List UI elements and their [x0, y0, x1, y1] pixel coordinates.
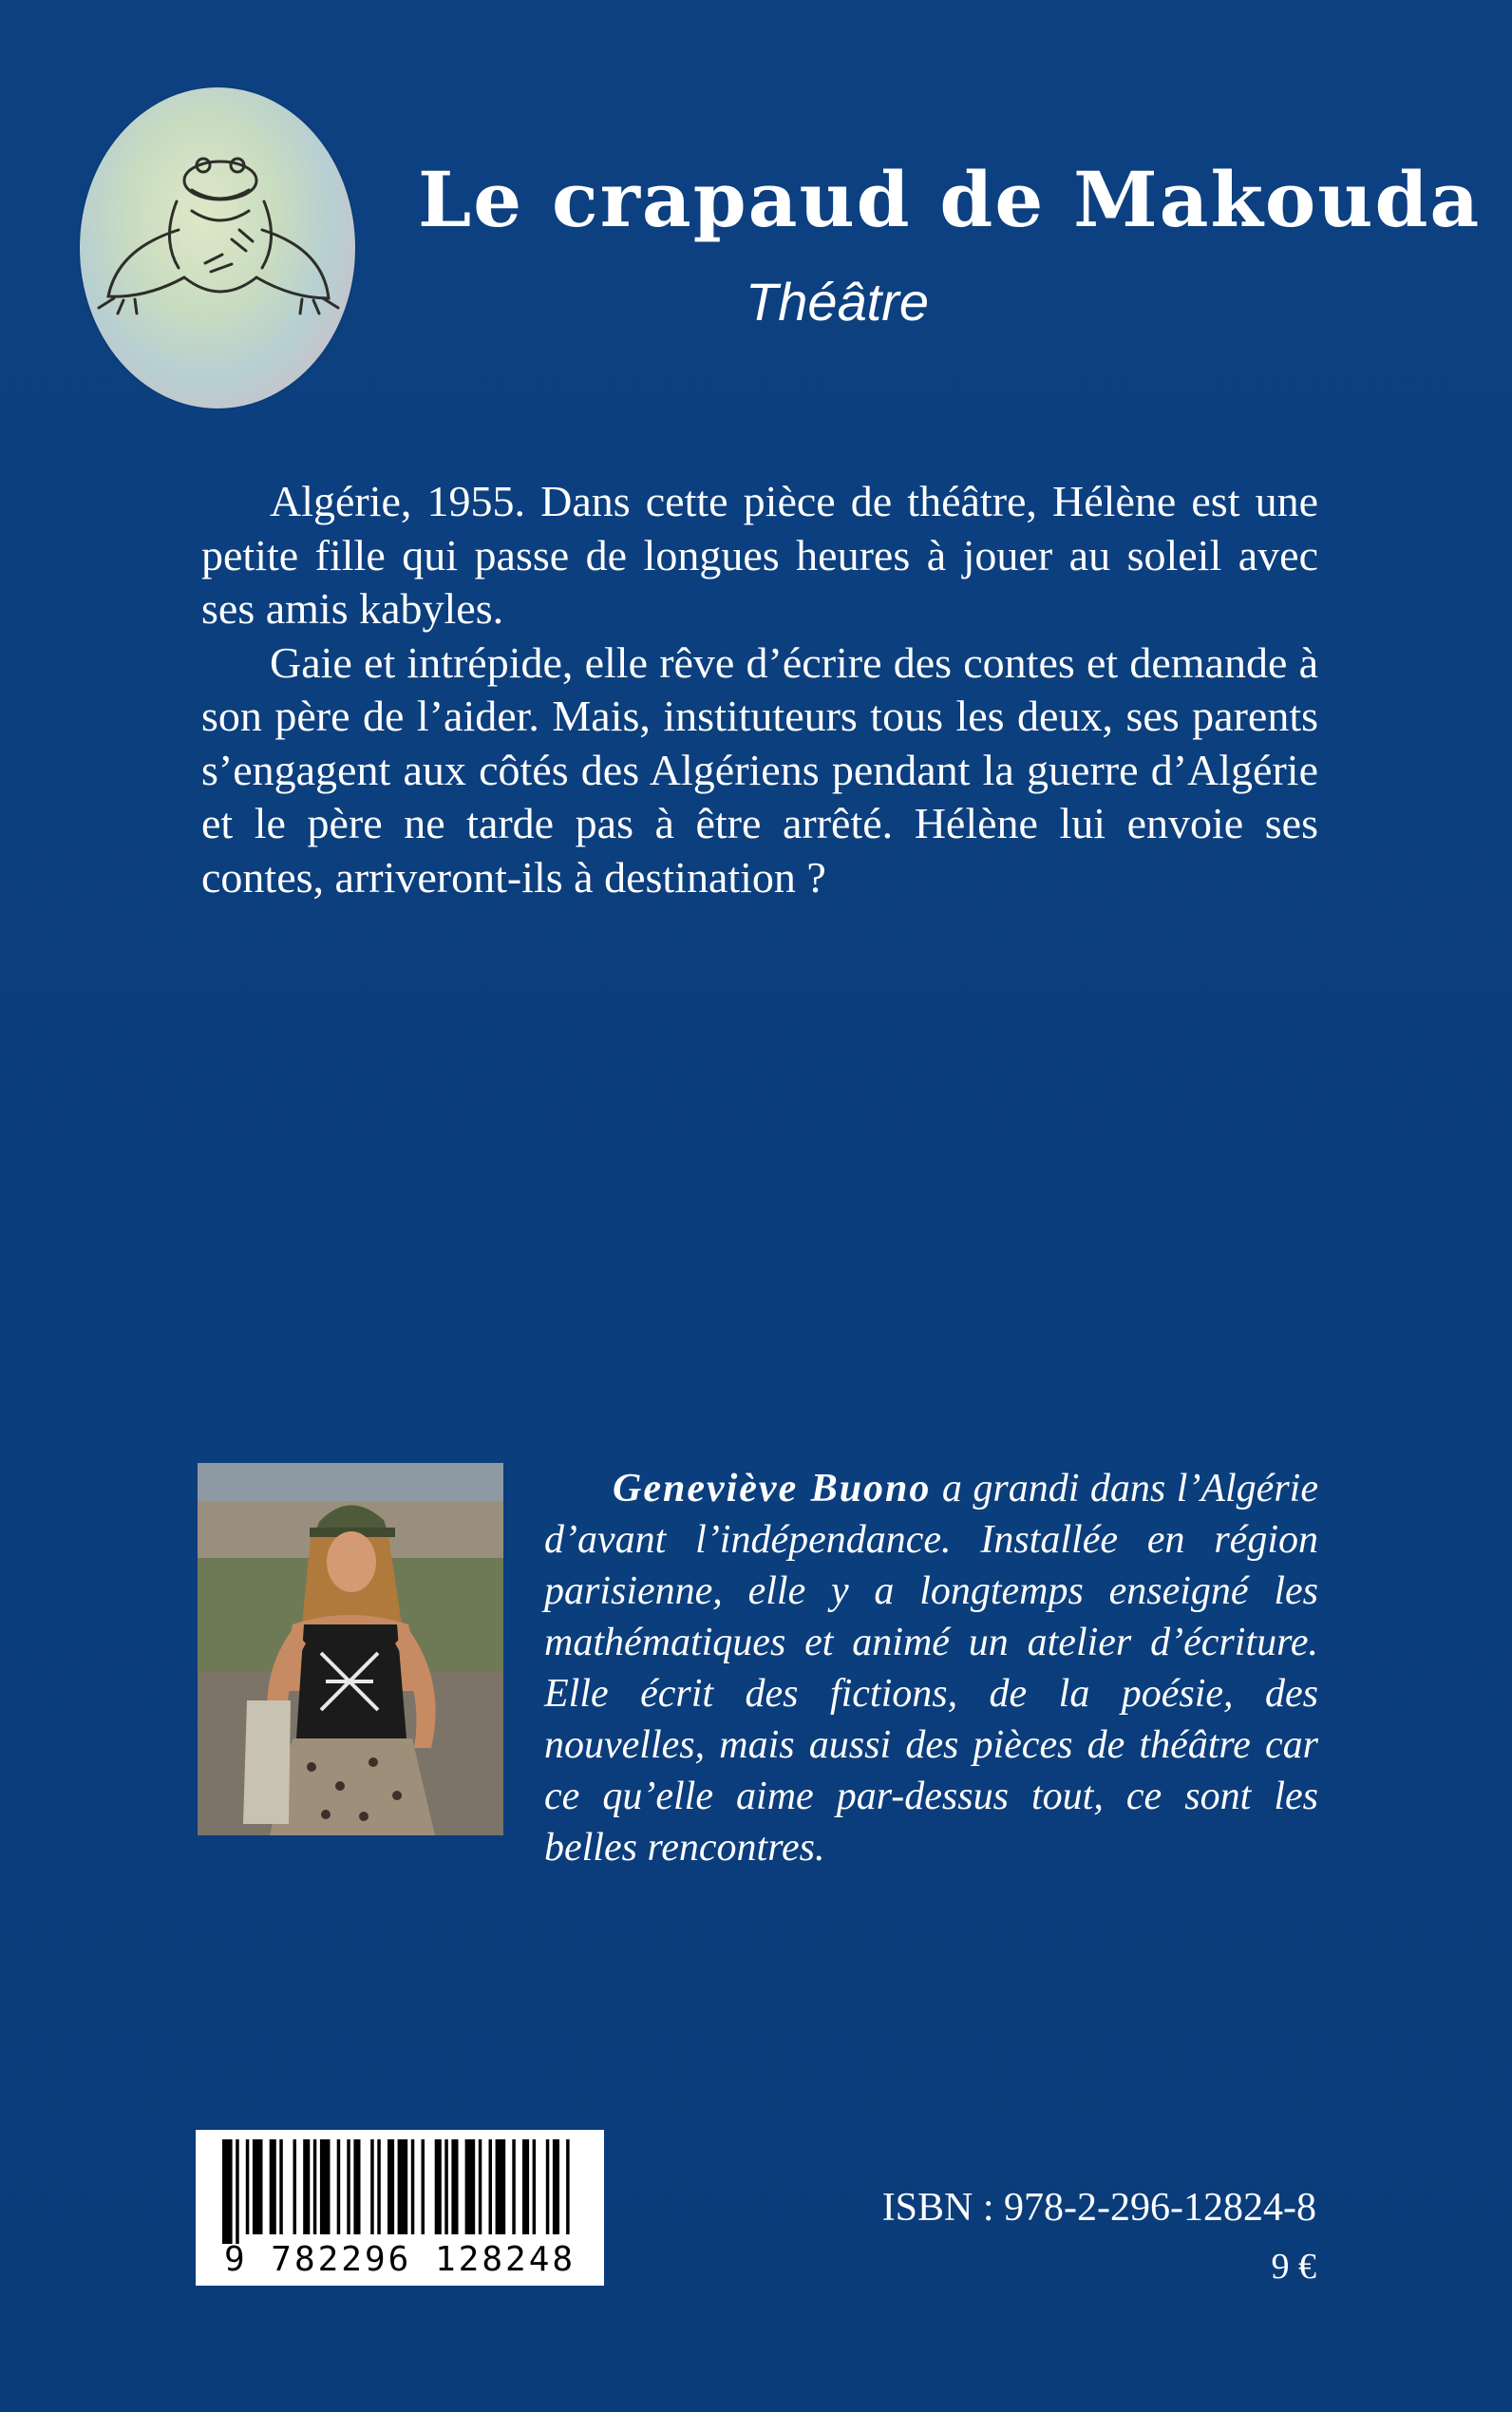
barcode-bar — [512, 2139, 516, 2234]
author-bio-paragraph — [544, 1463, 1318, 1873]
barcode-bar — [353, 2139, 360, 2234]
price: 9 € — [1271, 2247, 1316, 2287]
barcode-bar — [422, 2139, 425, 2234]
barcode-bar — [313, 2139, 317, 2234]
barcode-bar — [465, 2139, 476, 2234]
barcode-bar — [496, 2139, 506, 2234]
author-bio-text: a grandi dans l’Algérie d’avant l’indépendance. Installée en région parisienne, elle y a longtemps enseigné les mathématiques et animé un atelier d’écriture. Elle écrit des fictions, de la poésie, des nouvelles, mais aussi des pièces de théâtre car ce qu’elle aime par-dessus tout, ce sont les belles rencontres. — [544, 1467, 1318, 1870]
barcode-bar — [479, 2139, 482, 2234]
barcode-bar — [533, 2139, 537, 2234]
barcode-bar — [279, 2139, 283, 2234]
isbn-number: ISBN : 978-2-296-12824-8 — [881, 2186, 1316, 2230]
barcode-bar — [451, 2139, 458, 2234]
barcode-bar — [293, 2139, 297, 2234]
barcode-bar — [553, 2139, 559, 2234]
synopsis-paragraph: Gaie et intrépide, elle rêve d’écrire des contes et demande à son père de l’aider. Mais, instituteurs tous les deux, ses parents s’engagent aux côtés des Algériens pendant la guerre d’Algérie et le père ne tarde pas à être arrêté. Hélène lui envoie ses contes, arriveront-ils à destination ? — [201, 637, 1318, 902]
barcode-bar — [522, 2139, 529, 2234]
author-portrait-icon — [198, 1463, 503, 1835]
barcode-bar — [236, 2139, 239, 2244]
barcode-bar — [387, 2139, 394, 2234]
barcode-bar — [444, 2139, 448, 2234]
barcode-bar — [246, 2139, 250, 2234]
author-bio — [544, 1463, 1318, 1873]
barcode-bar — [320, 2139, 331, 2234]
barcode-bar — [411, 2139, 415, 2234]
barcode-bar — [398, 2139, 408, 2234]
barcode-bar — [270, 2139, 276, 2234]
barcode-bar — [222, 2139, 233, 2244]
synopsis — [201, 475, 1318, 904]
barcode-bar — [435, 2139, 442, 2234]
barcode-bar — [566, 2139, 570, 2234]
barcode-bar — [253, 2139, 263, 2234]
synopsis-paragraph: Algérie, 1955. Dans cette pièce de théâtre, Hélène est une petite fille qui passe de longues heures à jouer au soleil avec ses amis kabyles. — [201, 477, 1318, 633]
barcode-bar — [489, 2139, 493, 2234]
frog-drawing-icon — [80, 87, 355, 408]
isbn-barcode — [196, 2130, 604, 2286]
book-title: Le crapaud de Makouda — [418, 155, 1482, 244]
barcode-digits: 9 782296 128248 — [223, 2240, 576, 2279]
author-name: Geneviève Buono — [613, 1467, 932, 1510]
barcode-bar — [303, 2139, 310, 2234]
barcode-bar — [370, 2139, 374, 2234]
barcode-bar — [377, 2139, 381, 2234]
barcode-bar — [347, 2139, 350, 2234]
book-genre: Théâtre — [746, 272, 929, 332]
barcode-bar — [546, 2139, 550, 2234]
barcode-bar — [337, 2139, 341, 2234]
